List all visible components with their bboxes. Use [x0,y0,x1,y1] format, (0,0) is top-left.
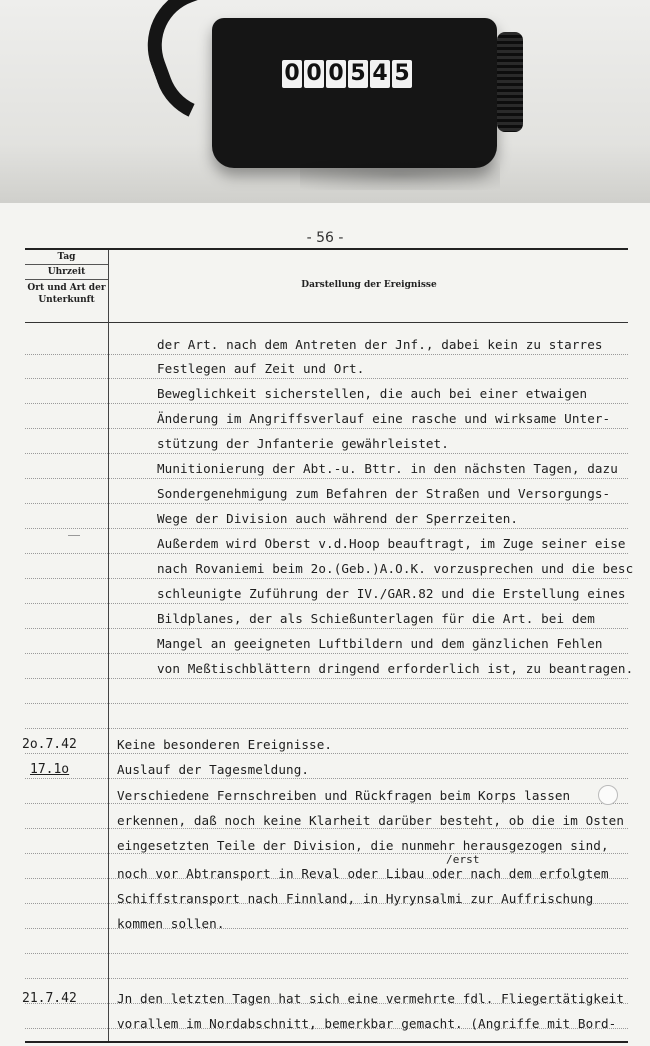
row-rule [25,728,628,729]
row-rule [25,678,628,679]
text-line: Verschiedene Fernschreiben und Rückfragen beim Korps lassen [117,788,571,803]
row-rule [25,703,628,704]
counter-photo [0,0,650,205]
text-line: kommen sollen. [117,916,225,931]
bottom-rule [25,1041,628,1043]
row-rule [25,753,628,754]
row-rule [25,378,628,379]
counter-digit: 0 [326,60,346,88]
row-rule [25,953,628,954]
row-rule [25,778,628,779]
row-rule [25,978,628,979]
row-rule [25,478,628,479]
text-line: nach Rovaniemi beim 2o.(Geb.)A.O.K. vorzusprechen und die besc [157,561,634,576]
text-line: Bildplanes, der als Schießunterlagen für die Art. bei dem [157,611,595,626]
header-left-column [25,250,108,322]
row-rule [25,354,628,355]
row-rule [25,628,628,629]
counter-digit: 5 [392,60,412,88]
text-line: Mangel an geeigneten Luftbildern und dem gänzlichen Fehlen [157,636,603,651]
header-ort: Ort und Art der Unterkunft [27,283,106,305]
row-rule [25,528,628,529]
counter-digit: 4 [370,60,390,88]
text-insertion: /erst [446,853,480,866]
text-line: noch vor Abtransport in Reval oder Libau oder nach dem erfolgtem [117,866,609,881]
row-rule [25,403,628,404]
header-tag: Tag [25,250,108,265]
text-line: Jn den letzten Tagen hat sich eine vermehrte fdl. Fliegertätigkeit [117,991,625,1006]
row-rule [25,453,628,454]
counter-digit: 0 [282,60,302,88]
page-number: - 56 - [306,230,344,246]
text-line: Festlegen auf Zeit und Ort. [157,361,365,376]
header-rule [25,322,628,323]
column-divider [108,250,109,1041]
text-line: Sondergenehmigung zum Befahren der Straßen und Versorgungs- [157,486,611,501]
text-line: vorallem im Nordabschnitt, bemerkbar gemacht. (Angriffe mit Bord- [117,1016,617,1031]
text-line: stützung der Jnfanterie gewährleistet. [157,436,449,451]
time-entry: 17.1o [30,762,70,777]
date-entry: 21.7.42 [22,991,77,1006]
shadow [300,160,500,190]
row-rule [25,928,628,929]
counter-digit: 0 [304,60,324,88]
date-entry: 2o.7.42 [22,737,77,752]
punch-hole [598,785,618,805]
counter-digits [282,60,412,88]
row-rule [25,803,628,804]
row-rule [25,428,628,429]
text-line: Außerdem wird Oberst v.d.Hoop beauftragt, im Zuge seiner eise [157,536,626,551]
row-rule [25,828,628,829]
row-rule [25,853,628,854]
text-line: von Meßtischblättern dringend erforderlich ist, zu beantragen. [157,661,634,676]
text-line: Munitionierung der Abt.-u. Bttr. in den nächsten Tagen, dazu [157,461,618,476]
top-rule [25,248,628,250]
text-line: Keine besonderen Ereignisse. [117,737,333,752]
row-rule [25,553,628,554]
text-line: der Art. nach dem Antreten der Jnf., dabei kein zu starres [157,337,603,352]
text-line: eingesetzten Teile der Division, die nunmehr herausgezogen sind, [117,838,609,853]
counter-knob [497,32,523,132]
counter-digit: 5 [348,60,368,88]
text-line: erkennen, daß noch keine Klarheit darüber besteht, ob die im Osten [117,813,625,828]
mechanical-counter [212,18,497,168]
text-line: Beweglichkeit sicherstellen, die auch bei einer etwaigen [157,386,588,401]
row-rule [25,603,628,604]
text-line: Änderung im Angriffsverlauf eine rasche und wirksame Unter- [157,411,611,426]
row-rule [25,653,628,654]
row-rule [25,578,628,579]
header-uhrzeit: Uhrzeit [25,265,108,280]
pencil-mark [68,535,80,536]
row-rule [25,503,628,504]
text-line: Schiffstransport nach Finnland, in Hyrynsalmi zur Auffrischung [117,891,594,906]
text-line: schleunigte Zuführung der IV./GAR.82 und die Erstellung eines [157,586,626,601]
header-right-column: Darstellung der Ereignisse [301,280,437,290]
document-page [0,203,650,1046]
text-line: Wege der Division auch während der Sperrzeiten. [157,511,519,526]
text-line: Auslauf der Tagesmeldung. [117,762,310,777]
